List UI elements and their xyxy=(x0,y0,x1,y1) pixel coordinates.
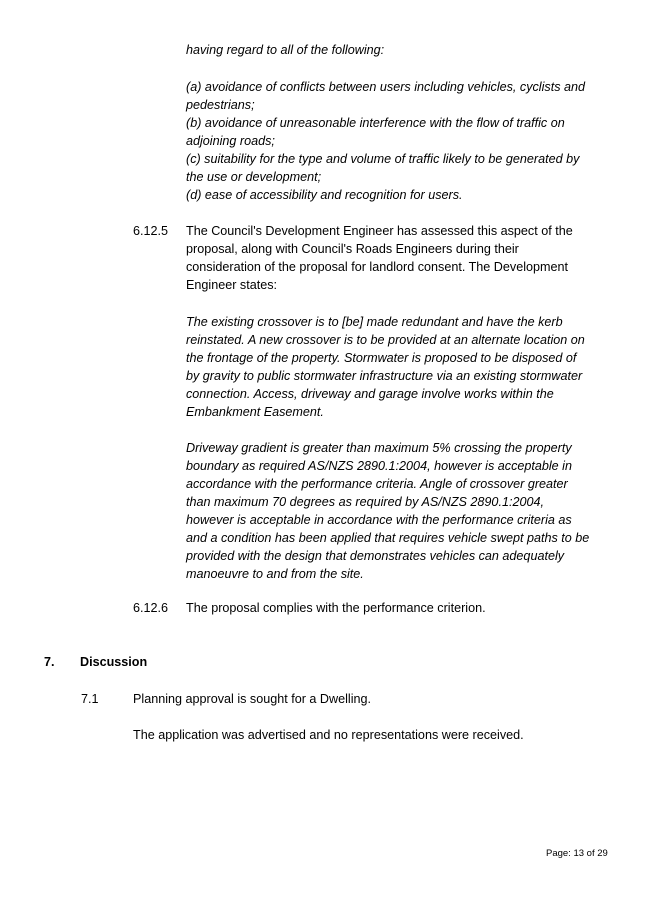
paragraph-6126-text: The proposal complies with the performance criterion. xyxy=(186,601,486,615)
paragraph-line: The Council's Development Engineer has assessed this aspect of the xyxy=(186,224,573,238)
quote-line: manoeuvre to and from the site. xyxy=(186,567,364,581)
section-number: 7. xyxy=(44,655,55,669)
advertised-note: The application was advertised and no representations were received. xyxy=(133,728,524,742)
quote-line: accordance with the performance criteria. Angle of crossover greater xyxy=(186,477,568,491)
criteria-line: pedestrians; xyxy=(186,98,255,112)
quote-line: connection. Access, driveway and garage involve works within the xyxy=(186,387,554,401)
paragraph-number-6125: 6.12.5 xyxy=(133,224,169,238)
paragraph-line: Engineer states: xyxy=(186,278,278,292)
intro-lead: having regard to all of the following: xyxy=(186,43,385,57)
criteria-line: (d) ease of accessibility and recognition for users. xyxy=(186,188,463,202)
section-heading: Discussion xyxy=(80,655,148,669)
page-number: Page: 13 of 29 xyxy=(546,848,608,859)
quote-line: The existing crossover is to [be] made redundant and have the kerb xyxy=(186,315,563,329)
criteria-line: the use or development; xyxy=(186,170,322,184)
quote-line: provided with the design that demonstrates vehicles can adequately xyxy=(186,549,565,563)
paragraph-number-6126: 6.12.6 xyxy=(133,601,169,615)
quote-line: however is acceptable in accordance with the performance criteria as xyxy=(186,513,572,527)
criteria-line: (a) avoidance of conflicts between users including vehicles, cyclists and xyxy=(186,80,586,94)
quote-line: than maximum 70 degrees as required by AS/NZS 2890.1:2004, xyxy=(186,495,544,509)
criteria-line: (b) avoidance of unreasonable interference with the flow of traffic on xyxy=(186,116,565,130)
criteria-line: (c) suitability for the type and volume of traffic likely to be generated by xyxy=(186,152,580,166)
quote-line: and a condition has been applied that requires vehicle swept paths to be xyxy=(186,531,590,545)
paragraph-line: proposal, along with Council's Roads Engineers during their xyxy=(186,242,519,256)
criteria-line: adjoining roads; xyxy=(186,134,275,148)
item-71-text: Planning approval is sought for a Dwelling. xyxy=(133,692,372,706)
quote-line: Driveway gradient is greater than maximum 5% crossing the property xyxy=(186,441,572,455)
quote-line: boundary as required AS/NZS 2890.1:2004, however is acceptable in xyxy=(186,459,572,473)
quote-line: Embankment Easement. xyxy=(186,405,324,419)
item-number-71: 7.1 xyxy=(81,692,99,706)
paragraph-line: consideration of the proposal for landlord consent. The Development xyxy=(186,260,569,274)
quote-line: by gravity to public stormwater infrastructure via an existing stormwater xyxy=(186,369,583,383)
quote-line: reinstated. A new crossover is to be provided at an alternate location on xyxy=(186,333,585,347)
quote-line: the frontage of the property. Stormwater is proposed to be disposed of xyxy=(186,351,577,365)
